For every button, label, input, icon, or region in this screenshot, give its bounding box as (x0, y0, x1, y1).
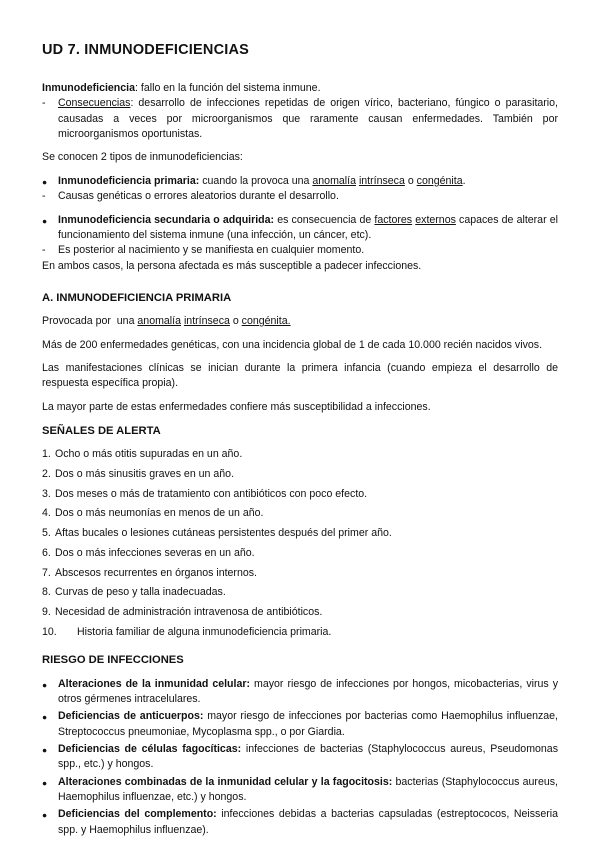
alert-number: 6. (42, 546, 51, 559)
primary-underline-congenita: congénita (416, 174, 463, 187)
alert-text: Ocho o más otitis supuradas en un año. (55, 448, 243, 461)
risks-heading: RIESGO DE INFECCIONES (42, 654, 184, 667)
primary-text-b: o (404, 174, 417, 187)
section-a-paragraph-2: Las manifestaciones clínicas se inician durante la primera infancia (cuando empieza el desarrollo de respuesta específica propia). (42, 361, 558, 390)
section-a-caused-by (42, 314, 558, 329)
risk-text: infecciones de bacterias (Staphylococcus aureus, Pseudomonas spp., etc.) y hongos. (58, 743, 558, 771)
alert-number: 4. (42, 507, 51, 520)
alert-item (42, 526, 558, 541)
risk-text: mayor riesgo de infecciones por bacterias como Haemophilus influenzae, Streptococcus pneumoniae, Mycoplasma spp., o por Giardia. (58, 710, 558, 738)
primary-note: - Causas genéticas o errores aleatorios durante el desarrollo. (42, 189, 558, 204)
consequences-term: Consecuencias (58, 97, 131, 110)
definition-term: Inmunodeficiencia (42, 82, 136, 95)
alert-text: Dos meses o más de tratamiento con antibióticos con poco efecto. (55, 487, 368, 500)
section-a-heading: A. INMUNODEFICIENCIA PRIMARIA (42, 291, 232, 304)
alert-text: Dos o más sinusitis graves en un año. (55, 467, 235, 480)
alert-number: 5. (42, 527, 51, 540)
secondary-text-b: capaces de alterar el funcionamiento del sistema inmune (una infección, un cáncer, etc). (58, 213, 558, 241)
alert-text: Historia familiar de alguna inmunodeficiencia primaria. (77, 625, 332, 638)
alert-text: Dos o más infecciones severas en un año. (55, 546, 255, 559)
alert-text: Curvas de peso y talla inadecuadas. (55, 586, 226, 599)
secondary-underline-externos: externos (415, 213, 456, 226)
alert-text: Necesidad de administración intravenosa de antibióticos. (55, 606, 323, 619)
alert-item (42, 605, 558, 620)
risk-item (42, 807, 558, 838)
alert-item (42, 546, 558, 561)
caused-underline-intrinseca: intrínseca (183, 315, 230, 328)
risk-text: infecciones debidas a bacterias capsuladas (estreptococos, Neisseria spp. y Haemophilus influenzae). (58, 808, 559, 836)
alert-text: Dos o más neumonías en menos de un año. (55, 507, 264, 520)
alert-number: 1. (42, 448, 51, 461)
risk-item (42, 709, 558, 740)
alert-number: 8. (42, 586, 51, 599)
risk-item (42, 742, 558, 773)
alert-item (42, 447, 558, 462)
alert-number: 10. (42, 625, 57, 638)
risk-term: Alteraciones de la inmunidad celular: (58, 677, 251, 690)
conclusion-paragraph: En ambos casos, la persona afectada es más susceptible a padecer infecciones. (42, 259, 422, 272)
risk-term: Deficiencias de células fagocíticas: (58, 743, 242, 756)
secondary-underline-factores: factores (374, 213, 413, 226)
alert-number: 9. (42, 606, 51, 619)
caused-text-a: Provocada por una (42, 315, 138, 328)
secondary-note: - Es posterior al nacimiento y se manifiesta en cualquier momento. (42, 243, 558, 258)
alert-number: 2. (42, 467, 51, 480)
alert-text: Aftas bucales o lesiones cutáneas persistentes después del primer año. (55, 527, 392, 540)
section-a-paragraph-3: La mayor parte de estas enfermedades confiere más susceptibilidad a infecciones. (42, 400, 431, 413)
alert-item (42, 467, 558, 482)
caused-underline-congenita: congénita. (241, 315, 291, 328)
alerts-heading: SEÑALES DE ALERTA (42, 425, 161, 437)
types-intro: Se conocen 2 tipos de inmunodeficiencias: (42, 151, 243, 164)
section-a-paragraph-1: Más de 200 enfermedades genéticas, con una incidencia global de 1 de cada 10.000 recién nacidos vivos. (42, 338, 543, 351)
risk-term: Deficiencias de anticuerpos: (58, 710, 204, 723)
alert-item (42, 506, 558, 521)
alert-item (42, 566, 558, 581)
risk-item (42, 775, 558, 806)
primary-underline-intrinseca: intrínseca (358, 174, 405, 187)
document-content (42, 40, 558, 838)
primary-type-item (42, 174, 558, 189)
risk-item (42, 677, 558, 708)
alert-item (42, 487, 558, 502)
definition-text: : fallo en la función del sistema inmune. (135, 82, 321, 95)
alert-item (42, 585, 558, 600)
risk-text: mayor riesgo de infecciones por hongos, micobacterias, virus y otros gérmenes intracelulares. (58, 677, 559, 705)
primary-underline-anomalia: anomalía (312, 174, 356, 187)
primary-text-c: . (462, 174, 466, 187)
consequences-text: : desarrollo de infecciones repetidas de origen vírico, bacteriano, fúngico o parasitario, causadas a veces por microorganismos que raramente causan enfermedades. También por microorganismos oportunistas. (58, 97, 558, 141)
definition-paragraph (42, 81, 558, 96)
alert-text: Abscesos recurrentes en órganos internos. (55, 566, 257, 579)
caused-text-b: o (229, 315, 242, 328)
document-title: UD 7. INMUNODEFICIENCIAS (42, 42, 250, 58)
alerts-list (42, 447, 558, 640)
alert-number: 3. (42, 487, 51, 500)
secondary-text-a: es consecuencia de (274, 213, 375, 226)
primary-text-a: cuando la provoca una (199, 174, 313, 187)
risk-text: bacterias (Staphylococcus aureus, Haemophilus influenzae, etc.) y hongos. (58, 775, 558, 804)
primary-term: Inmunodeficiencia primaria: (58, 174, 200, 187)
secondary-type-item (42, 213, 558, 244)
risk-term: Alteraciones combinadas de la inmunidad celular y la fagocitosis: (58, 775, 393, 788)
caused-underline-anomalia: anomalía (137, 315, 181, 328)
risk-term: Deficiencias del complemento: (58, 808, 217, 821)
consequences-item (42, 96, 558, 142)
alert-item (42, 625, 558, 640)
secondary-term: Inmunodeficiencia secundaria o adquirida: (58, 213, 275, 226)
alert-number: 7. (42, 566, 51, 579)
